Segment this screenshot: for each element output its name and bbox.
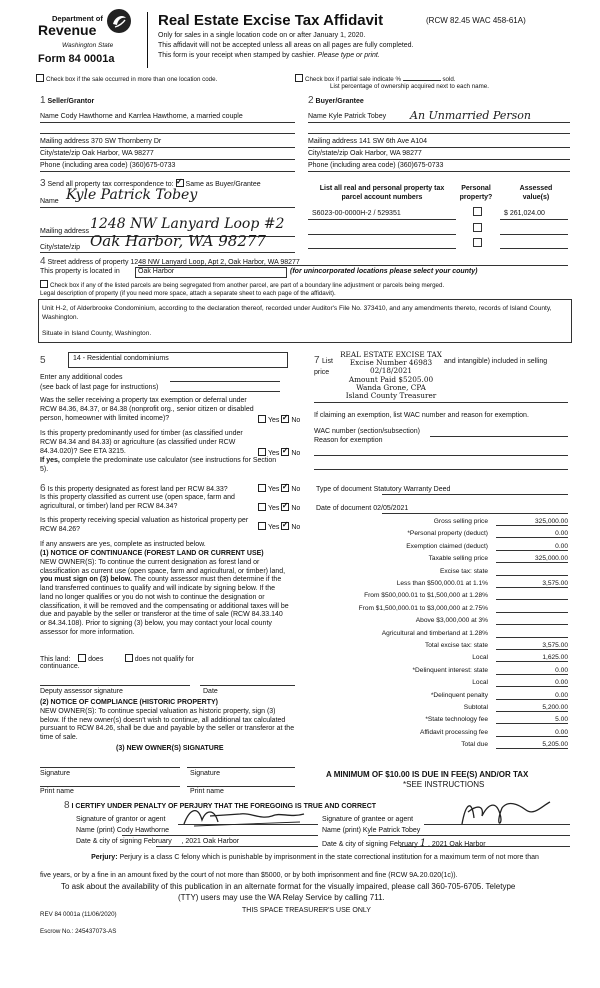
excise-stamp [326, 351, 456, 400]
use-code-field[interactable]: 14 - Residential condominiums [68, 352, 288, 368]
tax-corr-name-hand: Kyle Patrick Tobey [66, 187, 198, 203]
calc-value[interactable]: 0.00 [496, 543, 568, 551]
header-note-2: This affidavit will not be accepted unless all areas on all pages are fully completed. [158, 42, 414, 49]
calc-row [300, 568, 568, 579]
s6-q3-answer[interactable]: Yes ✓ No [258, 522, 300, 531]
dept-line1: Department of [52, 14, 103, 23]
calc-row [300, 630, 568, 641]
calc-label: *Delinquent penalty [430, 691, 488, 699]
calc-label: Total excise tax: state [424, 642, 488, 649]
calc-value[interactable]: 0.00 [496, 729, 568, 737]
perjury-text-1: Perjury: Perjury is a class C felony which is punishable by imprisonment in the state correctional institution for a maximum term of not more than [91, 854, 539, 861]
notice1-body: NEW OWNER(S): To continue the current designation as forest land or classification as current use (open space, farm and agricultural, or timber) land, you must sign on (3) below. The county assessor must then determine if the land transferred continues to qualify and will indicate by signing below. If the land no longer qualifies or you do not wish to continue the designation or classification, it will be removed and the compensating or additional taxes will be due and payable by the seller or transferor at the time of sale (RCW 84.33.140 or 84.34.108). Prior to signing (3) below, you may contact your local county assessor for more information. [40, 559, 289, 636]
buyer-name-hand: An Unmarried Person [410, 109, 531, 122]
calc-label: *Delinquent interest: state [412, 666, 488, 674]
buyer-city: City/state/zip Oak Harbor, WA 98277 [308, 150, 422, 157]
calc-value[interactable]: 5,200.00 [496, 704, 568, 712]
reason-label: Reason for exemption [314, 437, 383, 444]
stamp-line: 02/18/2021 [369, 366, 413, 376]
treasurer-use: THIS SPACE TREASURER'S USE ONLY [242, 907, 371, 914]
print-name-1: Print name [40, 788, 74, 795]
calc-row [300, 642, 568, 653]
grantor-name: Name (print) Cody Hawthorne [76, 827, 169, 834]
header-divider [147, 12, 148, 68]
located-note: (for unincorporated locations please select your county) [290, 268, 478, 275]
seller-name: Name Cody Hawthorne and Karrlea Hawthorne, a married couple [40, 113, 243, 120]
form-title: Real Estate Excise Tax Affidavit [158, 12, 384, 29]
assessed-col-header: Assessed value(s) [519, 185, 553, 201]
s6-q2-answer[interactable]: Yes ✓ No [258, 503, 300, 512]
calc-label: Less than $500,000.01 at 1.1% [396, 580, 488, 587]
grantee-name: Name (print) Kyle Patrick Tobey [322, 827, 421, 834]
calc-value[interactable]: 3,575.00 [496, 642, 568, 650]
availability-1: To ask about the availability of this publication in an alternate format for the visually impaired, please call 360-705-6705. Teletype [61, 882, 516, 891]
new-owner-sig-title: (3) NEW OWNER(S) SIGNATURE [116, 745, 224, 752]
segregated-check[interactable]: Check box if any of the listed parcels are being segregated from another parcel, are part of a boundary line adjustment or parcels being merged. [40, 280, 444, 289]
legal-label: Legal description of property (if you need more space, attach a separate sheet to each page of the affidavit). [40, 290, 336, 297]
calc-row [300, 555, 568, 566]
tax-corr-city-hand: Oak Harbor, WA 98277 [90, 232, 266, 250]
stamp-line: REAL ESTATE EXCISE TAX [340, 350, 442, 359]
calc-row [300, 704, 568, 715]
sig-label-1: Signature [40, 770, 70, 777]
grantor-date-city: Date & city of signing February , 2021 Oak Harbor [76, 838, 240, 845]
parcel-row-1: S6023-00-0000H-2 / 529351 [312, 210, 401, 217]
minimum-due: A MINIMUM OF $10.00 IS DUE IN FEE(S) AND/OR TAX [326, 770, 529, 779]
calc-label: Subtotal [463, 704, 488, 711]
tax-corr-label: 3 Send all property tax correspondence to: ✓ Same as Buyer/Grantee [40, 178, 261, 189]
stamp-line: Excise Number 46983 [349, 358, 433, 368]
calc-row [300, 592, 568, 603]
s5-q2: Is this property predominantly used for timber (as classified under RCW 84.34 and 84.33) or agriculture (as classified under RCW 84.34.020)? See ETA 3215. [40, 430, 243, 455]
header-note-3: This form is your receipt when stamped by cashier. Please type or print. [158, 52, 380, 59]
s6-q2: Is this property classified as current use (open space, farm and agricultural, or timber) land per RCW 84.34? [40, 494, 235, 510]
form-rcw: (RCW 82.45 WAC 458-61A) [426, 16, 526, 25]
escrow-number: Escrow No.: 245437073-AS [40, 928, 117, 935]
calc-label: Gross selling price [433, 518, 488, 525]
buyer-name: Name Kyle Patrick Tobey [308, 113, 387, 120]
calc-label: Excise tax: state [439, 567, 488, 575]
calc-label: Local [472, 679, 488, 687]
tax-corr-city-label: City/state/zip [40, 244, 81, 251]
calc-row [300, 667, 568, 678]
calc-label: Above $3,000,000 at 3% [415, 617, 488, 625]
partial-sale-check[interactable]: Check box if partial sale indicate % sold. [295, 74, 456, 83]
personal-check-2[interactable] [473, 223, 482, 232]
s6-q3: Is this property receiving special valuation as historical property per RCW 84.26? [40, 517, 249, 533]
calc-row [300, 692, 568, 703]
doc-type: Type of document Statutory Warranty Deed [316, 486, 451, 493]
calc-value[interactable] [496, 592, 568, 600]
calc-row [300, 605, 568, 616]
calc-row [300, 617, 568, 628]
calc-row [300, 729, 568, 740]
calc-value[interactable]: 3,575.00 [496, 580, 568, 588]
calc-value[interactable]: 325,000.00 [496, 518, 568, 526]
s5-q2-note: If yes, complete the predominate use calculator (see instructions for Section 5). [40, 457, 277, 473]
stamp-line: Island County Treasurer [345, 391, 437, 401]
s6-q1: 6 Is this property designated as forest land per RCW 84.33? [40, 483, 228, 494]
calc-value[interactable]: 0.00 [496, 530, 568, 538]
calc-label: Local [472, 654, 488, 662]
doc-date: Date of document 02/05/2021 [316, 505, 409, 512]
calc-row [300, 543, 568, 554]
notice1-title: (1) NOTICE OF CONTINUANCE (FOREST LAND OR CURRENT USE) [40, 550, 264, 557]
stamp-line: Amount Paid $5205.00 [348, 374, 434, 384]
calc-value[interactable]: 1,625.00 [496, 654, 568, 662]
header-note-1: Only for sales in a single location code on or after January 1, 2020. [158, 32, 366, 39]
s6-if-yes: If any answers are yes, complete as instructed below. [40, 541, 206, 548]
calc-label: Agricultural and timberland at 1.28% [381, 629, 488, 637]
notice2-body: NEW OWNER(S): To continue special valuation as historic property, sign (3) below. If the new owner(s) doesn't wish to continue, all additional tax calculated pursuant to RCW 84.26, shall be due and payable by the seller or transferor at the time of sale. [40, 708, 295, 742]
calc-value[interactable]: 0.00 [496, 679, 568, 687]
legal-text-1: Unit H-2, of Alderbrooke Condominium, according to the declaration thereof, recorded under Auditor's File No. 373410, and any amendments thereto, records of Island County, Washington. [42, 305, 552, 321]
s7-prefix-a: List [322, 358, 333, 365]
buyer-phone: Phone (including area code) (360)675-0733 [308, 162, 444, 169]
calc-row [300, 716, 568, 727]
this-land-row: This land: does does not qualify for [40, 656, 194, 663]
section5-num: 5 [40, 355, 46, 366]
assessed-row-1: $ 261,024.00 [504, 210, 545, 217]
calc-label: *State technology fee [425, 716, 488, 724]
calc-label: Affidavit processing fee [419, 728, 488, 736]
street-address: 4 Street address of property 1248 NW Lanyard Loop, Apt 2, Oak Harbor, WA 98277 [40, 256, 300, 267]
seller-phone: Phone (including area code) (360)675-0733 [40, 162, 176, 169]
calc-row [300, 518, 568, 529]
deputy-sig-label: Deputy assessor signature [40, 688, 123, 695]
grantee-signature-image [456, 796, 556, 832]
deputy-date-label: Date [203, 688, 218, 695]
grantee-date-city: Date & city of signing February 1 , 2021 Oak Harbor [322, 838, 486, 849]
dept-line3: Washington State [62, 42, 114, 49]
see-back: (see back of last page for instructions) [40, 384, 159, 391]
buyer-mailing: Mailing address 141 SW 6th Ave A104 [308, 138, 427, 145]
s7-prefix-b: price [314, 369, 330, 376]
form-number: Form 84 0001a [38, 53, 115, 65]
calc-label: Taxable selling price [428, 555, 488, 563]
exemption-note: If claiming an exemption, list WAC number and reason for exemption. [314, 412, 529, 419]
revenue-logo-icon [106, 8, 132, 36]
calc-value[interactable]: 0.00 [496, 692, 568, 700]
continuance: continuance. [40, 663, 80, 670]
calc-row [300, 654, 568, 665]
calc-row [300, 741, 568, 752]
parcel-col-header: List all real and personal property tax parcel account numbers [319, 185, 445, 201]
personal-col-header: Personal property? [459, 185, 493, 201]
legal-text-2: Situate in Island County, Washington. [42, 330, 152, 337]
calc-row [300, 580, 568, 591]
grantor-signature-image [180, 802, 310, 832]
seller-heading: 1 Seller/Grantor [40, 95, 95, 106]
sig-label-2: Signature [190, 770, 220, 777]
legal-box [38, 299, 572, 343]
s5-q1: Was the seller receiving a property tax exemption or deferral under RCW 84.36, 84.37, or 84.38 (nonprofit org., senior citizen or disabled person, homeowner with limited income)? [40, 397, 254, 422]
seller-mailing: Mailing address 370 SW Thornberry Dr [40, 138, 162, 145]
tax-corr-mailing-hand: 1248 NW Lanyard Loop #2 [90, 216, 285, 232]
tax-corr-mailing-label: Mailing address [40, 228, 90, 235]
calc-value[interactable] [496, 617, 568, 625]
wac-label: WAC number (section/subsection) [314, 428, 420, 435]
s5-q1-answer[interactable]: Yes ✓ No [258, 415, 300, 424]
calc-value[interactable] [496, 568, 568, 576]
additional-codes: Enter any additional codes [40, 374, 123, 381]
notice2-title: (2) NOTICE OF COMPLIANCE (HISTORIC PROPERTY) [40, 699, 218, 706]
calc-value[interactable]: 5.00 [496, 716, 568, 724]
tax-corr-name-label: Name [40, 198, 59, 205]
calc-label: From $500,000.01 to $1,500,000 at 1.28% [364, 592, 488, 600]
calc-label: *Personal property (deduct) [407, 530, 488, 538]
partial-sale-note: List percentage of ownership acquired next to each name. [330, 83, 489, 90]
section7-num: 7 [314, 355, 320, 366]
s7-suffix: and intangible) included in selling [444, 358, 548, 365]
perjury-text-2: five years, or by a fine in an amount fixed by the court of not more than $5000, or by both imprisonment and fine (RCW 9A.20.020(1c)). [40, 872, 458, 879]
calc-value[interactable]: 5,205.00 [496, 741, 568, 749]
stamp-line: Wanda Grone, CPA [356, 382, 426, 392]
sig-grantee-label: Signature of grantee or agent [322, 816, 414, 823]
certify: 8 I CERTIFY UNDER PENALTY OF PERJURY THAT THE FOREGOING IS TRUE AND CORRECT [64, 800, 377, 811]
calc-value[interactable]: 325,000.00 [496, 555, 568, 563]
calc-row [300, 679, 568, 690]
calc-value[interactable] [496, 630, 568, 638]
dept-logo-text: Revenue [38, 22, 97, 38]
located-label: This property is located in [40, 268, 120, 275]
calc-label: Exemption claimed (deduct) [406, 542, 488, 550]
calc-label: Total due [461, 741, 488, 749]
rev-number: REV 84 0001a (11/06/2020) [40, 911, 117, 918]
calc-value[interactable] [496, 605, 568, 613]
calc-row [300, 530, 568, 541]
multi-location-check[interactable]: Check box if the sale occurred in more than one location code. [36, 74, 217, 83]
sig-grantor-label: Signature of grantor or agent [76, 816, 166, 823]
s6-q1-answer[interactable]: Yes ✓ No [258, 484, 300, 493]
same-as-buyer-check[interactable] [176, 179, 184, 187]
calc-label: From $1,500,000.01 to $3,000,000 at 2.75% [358, 604, 488, 612]
personal-check-3[interactable] [473, 238, 482, 247]
s5-q2-answer[interactable]: Yes ✓ No [258, 448, 300, 457]
personal-check-1[interactable] [473, 207, 482, 216]
calc-value[interactable]: 0.00 [496, 667, 568, 675]
see-instructions: *SEE INSTRUCTIONS [403, 780, 485, 789]
seller-city: City/state/zip Oak Harbor, WA 98277 [40, 150, 154, 157]
buyer-heading: 2 Buyer/Grantee [308, 95, 364, 106]
availability-2: (TTY) users may use the WA Relay Service by calling 711. [178, 893, 385, 902]
located-field[interactable]: Oak Harbor [135, 267, 287, 278]
print-name-2: Print name [190, 788, 224, 795]
